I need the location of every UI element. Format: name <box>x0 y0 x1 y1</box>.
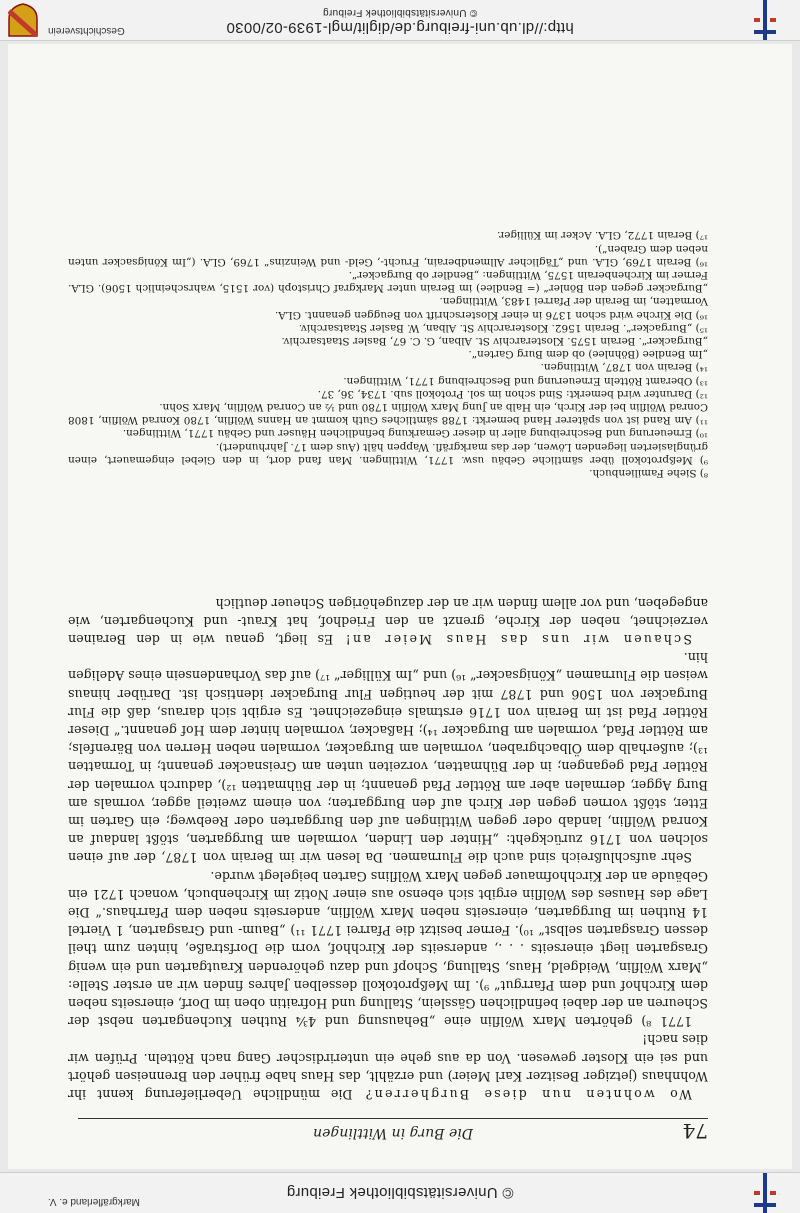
page-header <box>78 1118 708 1143</box>
partner-shield-icon <box>8 3 38 37</box>
paragraph-lead: Schauen wir uns das Haus Meier an! <box>343 631 692 647</box>
document-page <box>8 44 792 1169</box>
footnote: Vormatten, im Berain der Pfarrei 1483, Wittlingen. <box>439 295 708 308</box>
footnote: „Burgacker“. Berain 1575. Klosterarchiv St. Alban, G. C. 67, Basler Staatsarchiv. <box>281 334 708 347</box>
paragraph <box>68 1030 708 1103</box>
footnote: ¹⁵) „Burgacker“. Berain 1562. Klosterarchiv St. Alban, W. Basler Staatsarchiv. <box>298 321 708 334</box>
paragraph-text: Sehr aufschlußreich sind auch die Flurnamen. Da lesen wir im Berain von 1787, der auf einen solchen von 1716 zurückgeht: „Hinter den Linden, vormalen am Burggarten, stößt landauf an Konrad Wölflin, landab oder gegen Wittlingen auf den Burggarten oder Reebweg; ein Garten im Etter, stößt vornen gegen der Kirch auf den Burggarten; von einem zweiteil agger, vormals am Burg Agger, dermalen aber am Röttler Pfad genannt; in der Bühmatten ¹²), dadurch vormalen der Röttler Pfad gegangen; in der Bühmatten, vorzeiten unten am Greisnacker genannt; in Tormatten ¹³); außerhalb dem Ölbachgraben, vormalen am Burgacker, vormalen neben Herren von Bärenfels; am Röttler Pfad, vormalen am Burgacker ¹⁴); Haßacker, vormalen hinter dem Hof genannt.“ Dieser Röttler Pfad ist im Berain von 1716 erstmals eingezeichnet. Es ergibt sich daraus, daß die Flur Burgacker von 1506 und 1787 mit der heutigen Flur Burgacker identisch ist. Darüber hinaus weisen die Flurnamen „Königsacker“ ¹⁶) und „Im Külliger“ ¹⁷) auf das Vorhandensein eines Adeligen hin. <box>68 650 708 866</box>
body-text <box>68 593 708 1103</box>
copyright-line: © Universitätsbibliothek Freiburg <box>286 1184 514 1202</box>
footnote: ¹⁰) Erneuerung und Beschreibung aller in dieser Gemarkung befindlichen Häuser und Gebäu 1771, Wittlingen. <box>122 427 708 440</box>
footnote: „Burgacker gegen den Bönler“ (= Bendlee) im Berain unter Markgraf Christoph (vor 1515, wahrscheinlich 1506). GLA. Ferner im Kirchenberain 1575, Wittlingen: „Bendler ob Burgacker“. <box>68 268 708 295</box>
partner-label: Markgräflerland e. V. <box>48 1196 140 1207</box>
paragraph-lead: Wo wohnten nun diese Burgherren? <box>363 1087 692 1102</box>
footnote: ¹⁴) Berain von 1787, Wittlingen. <box>540 361 708 374</box>
copyright-line-small: © Universitätsbibliothek Freiburg <box>322 7 478 18</box>
footnote: ¹⁶) Die Kirche wird schon 1376 in einer Klosterschrift von Beuggen genannt. GLA. <box>274 308 708 321</box>
paragraph-text: Es liegt, genau wie in den Berainen verzeichnet, neben der Kirche, grenzt an den Friedhof, hat Kraut- und Kuchengarten, wie angegeben, und vor allem finden wir an der dazugehörigen Scheuer deutlich <box>68 595 708 647</box>
running-head: Die Burg in Wittlingen <box>313 1125 473 1141</box>
footnote: ¹⁶) Berain 1769, GLA. und „Täglicher Allmendberain, Frucht-, Geld- und Weinzins“ 1769, GLA. („Im Königsacker unten neben dem Graben“). <box>68 242 708 268</box>
viewer-bottom-bar <box>0 0 800 41</box>
url-line: http://dl.ub.uni-freiburg.de/diglit/mgl-1939-02/0030 <box>226 19 574 36</box>
page-number: 74 <box>682 1119 708 1143</box>
footnote: „Im Bendlee (Böhnlee) ob dem Burg Garten“. <box>468 348 708 361</box>
footnote: ⁸) Siehe Familienbuch. <box>589 467 708 479</box>
footnote: ¹⁷) Berain 1772, GLA. Acker im Külliger. <box>497 229 708 242</box>
footnote: ¹²) Darunter wird bemerkt: Sind schon im sol. Protokoll sub. 1734, 36, 37. <box>317 387 708 400</box>
footnote: ¹³) Oberamt Rötteln Erneuerung und Beschreibung 1771, Wittlingen. <box>343 374 708 387</box>
paragraph-text: 1771 ⁸) gehörten Marx Wölflin eine „Behausung und 4¾ Ruthen Kuchengarten nebst der Scheuren an der dabei befindlichen Gässlein, Stallung und Hofraitin oben im Dorf, einerseits neben dem Kirchhof und dem Pfarrgut“ ⁹). Im Meßprotokoll desselben Jahres finden wir an erster Stelle: „Marx Wölflin, Weidgeld, Haus, Stallung, Schopf und dazu gehörenden Krautgarten und ein wenig Grasgarten liegt einerseits . . ., anderseits der Kirchhof, vorn die Dorfstraße, hinten zum theil dessen Grasgarten selbst“ ¹⁰). Ferner besitzt die Pfarrei 1771 ¹¹) „Baum- und Grasgarten, 1 Viertel 14 Ruthen im Burggarten, einerseits neben Marx Wölflin, anderseits neben dem Pfarrhaus.“ Die Lage des Hauses des Wölflin ergibt sich ebenso aus einer Notiz im Kirchenbuch, wonach 1721 ein Gebäude an der Kirchhofmauer gegen Marx Wölflins Garten beigelegt wurde. <box>68 868 708 1030</box>
paragraph <box>68 593 708 648</box>
viewer-top-bar <box>0 1172 800 1213</box>
footnote: ¹¹) Am Rand ist von späterer Hand bemerkt: 1788 sämtliches Guth kommt an Hanns Wölflin, 1780 Konrad Wölflin, 1808 Conrad Wölflin bei der Kirch, ein Halb an Jung Marx Wölflin 1780 und ½ an Conrad Wölflin, Marx Sohn. <box>68 400 708 427</box>
paragraph-text: Die mündliche Ueberlieferung kennt ihr Wohnhaus (jetziger Besitzer Karl Meier) und erzählt, das Haus habe früher den Brenneisen gehört und sei ein Kloster gewesen. Von da aus gehe ein unterirdischer Gang nach Rötteln. Prüfen wir dies nach! <box>68 1032 708 1102</box>
footnotes <box>68 228 708 479</box>
footnote: ⁹) Meßprotokoll über sämtliche Gebäu usw. 1771, Wittlingen. Man fand dort, in den Giebel eingemauert, einen grünglasierten liegenden Löwen, der das markgräfl. Wappen hält (Aus dem 17. Jahrhundert). <box>68 440 708 466</box>
paragraph <box>68 866 708 1030</box>
paragraph <box>68 648 708 866</box>
partner-label-2: Geschichtsverein <box>48 25 125 36</box>
